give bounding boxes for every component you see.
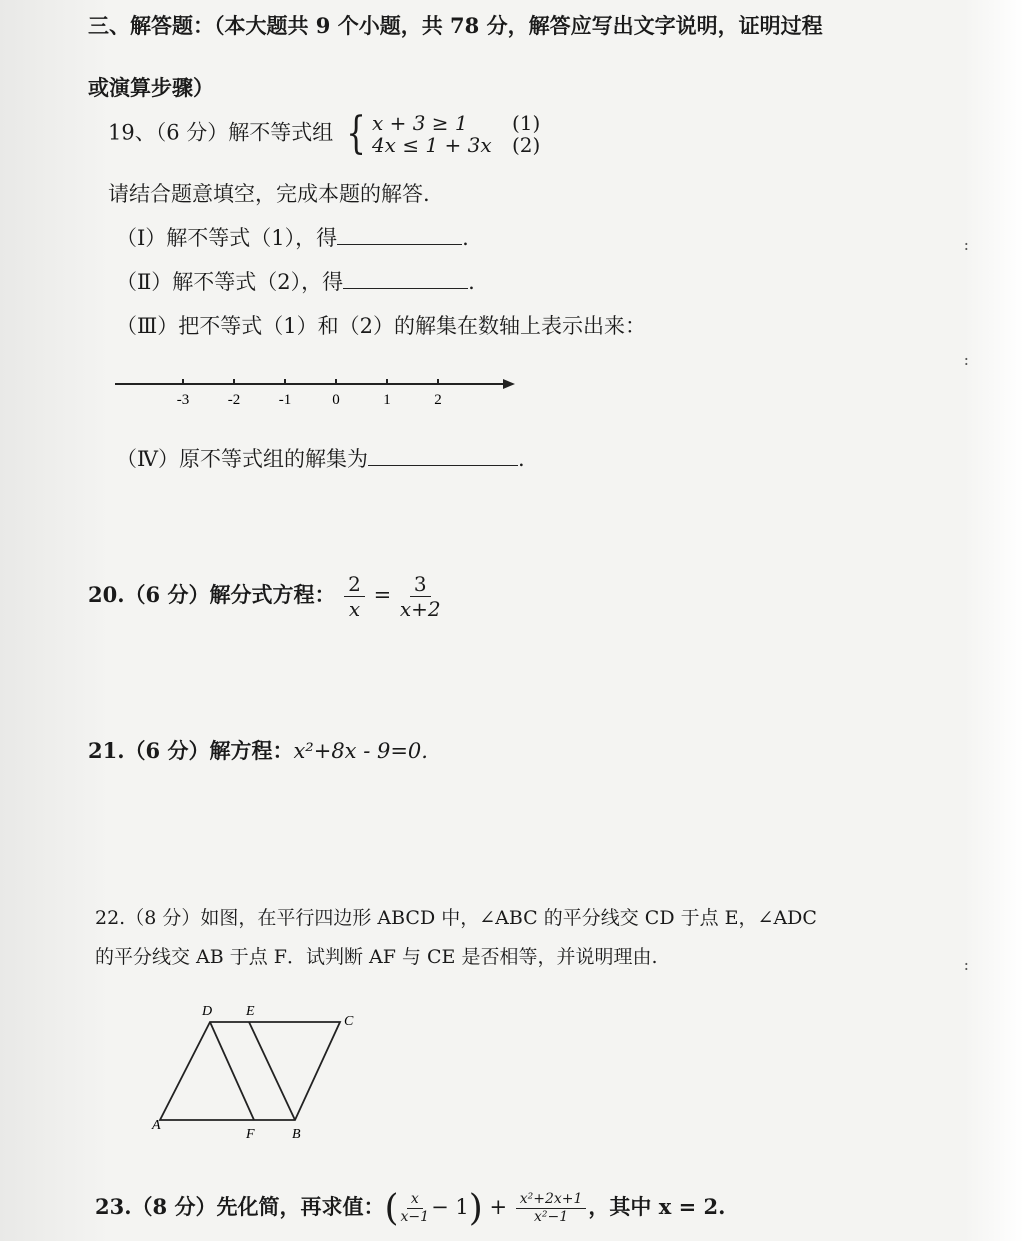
bisector-df [210, 1022, 254, 1120]
q23-tail: ，其中 x = 2. [588, 1194, 726, 1219]
equals-sign: = [373, 583, 392, 607]
left-brace: { [346, 108, 366, 159]
q20 [88, 572, 443, 621]
fraction-1 [401, 1191, 430, 1226]
tick-label: -3 [176, 392, 190, 408]
fraction-rhs [400, 572, 441, 621]
inequality-system [340, 108, 541, 159]
answer-blank[interactable] [337, 226, 462, 245]
numerator: 3 [410, 572, 431, 597]
parallelogram-abcd [160, 1022, 340, 1120]
plus-sign: + [489, 1195, 508, 1219]
edge-mark: : [963, 235, 969, 254]
q21-equation: x²+8x - 9=0. [293, 739, 428, 763]
q21-label: 21.（6 分）解方程： [88, 738, 294, 763]
numerator: x²+2x+1 [516, 1191, 587, 1209]
arrow-icon [503, 379, 515, 389]
q23 [95, 1188, 725, 1229]
fraction-2 [516, 1191, 587, 1226]
number-line [115, 370, 525, 420]
denominator: x²−1 [534, 1209, 569, 1225]
point-label: B [292, 1127, 301, 1142]
answer-blank[interactable] [343, 270, 468, 289]
tick-label: 2 [434, 392, 442, 408]
right-paren: ) [468, 1188, 483, 1229]
q22-line2: 的平分线交 AB 于点 F．试判断 AF 与 CE 是否相等，并说明理由. [95, 946, 658, 968]
q19-part1-text: （Ⅰ）解不等式（1），得 [116, 226, 338, 250]
q19-instruction: 请结合题意填空，完成本题的解答. [108, 182, 430, 206]
inequality-1-tag: (1) [511, 111, 541, 135]
section-heading-line1: 三、解答题：（本大题共 9 个小题，共 78 分，解答应写出文字说明，证明过程 [88, 13, 823, 38]
edge-mark: : [963, 350, 969, 369]
denominator: x−1 [400, 1209, 430, 1225]
answer-blank[interactable] [368, 447, 518, 466]
minus-one: − 1 [431, 1195, 469, 1219]
tick-label: -1 [278, 392, 292, 408]
tick-label: 0 [332, 392, 340, 408]
point-label: E [246, 1004, 255, 1019]
tick-label: 1 [383, 392, 391, 408]
left-paren: ( [384, 1188, 399, 1229]
q19-part2-text: （Ⅱ）解不等式（2），得 [116, 270, 344, 294]
point-label: A [152, 1118, 161, 1133]
inequality-2-tag: (2) [511, 133, 541, 157]
denominator: x+2 [399, 597, 441, 621]
point-label: C [344, 1014, 354, 1029]
numerator: x [407, 1191, 423, 1209]
fraction-lhs [344, 572, 365, 621]
q19-label: 19、（6 分）解不等式组 [108, 120, 334, 145]
point-label: F [246, 1127, 255, 1142]
q22-line1: 22.（8 分）如图，在平行四边形 ABCD 中，∠ABC 的平分线交 CD 于点 E，∠ADC [95, 907, 817, 929]
denominator: x [348, 597, 361, 621]
point-label: D [202, 1004, 213, 1019]
inequality-1: x + 3 ≥ 1 [371, 111, 468, 135]
inequality-2: 4x ≤ 1 + 3x [371, 133, 492, 157]
q20-label: 20.（6 分）解分式方程： [88, 582, 336, 607]
q23-label: 23.（8 分）先化简，再求值： [95, 1194, 385, 1219]
parallelogram-figure [150, 995, 370, 1145]
q19-part4-text: （Ⅳ）原不等式组的解集为 [116, 447, 368, 471]
bisector-be [249, 1022, 295, 1120]
page-edge [964, 0, 1024, 1241]
period: . [517, 447, 525, 471]
edge-mark: : [963, 955, 969, 974]
q19-part1 [116, 222, 469, 252]
q19-header [108, 108, 541, 159]
numerator: 2 [344, 572, 365, 597]
q19-part2 [116, 266, 475, 296]
section-heading-line2: 或演算步骤） [88, 75, 214, 100]
period: . [462, 226, 469, 250]
period: . [468, 270, 475, 294]
q21 [88, 735, 428, 765]
q19-part3: （Ⅲ）把不等式（1）和（2）的解集在数轴上表示出来： [116, 314, 646, 338]
tick-label: -2 [227, 392, 241, 408]
q19-part4 [116, 443, 525, 473]
